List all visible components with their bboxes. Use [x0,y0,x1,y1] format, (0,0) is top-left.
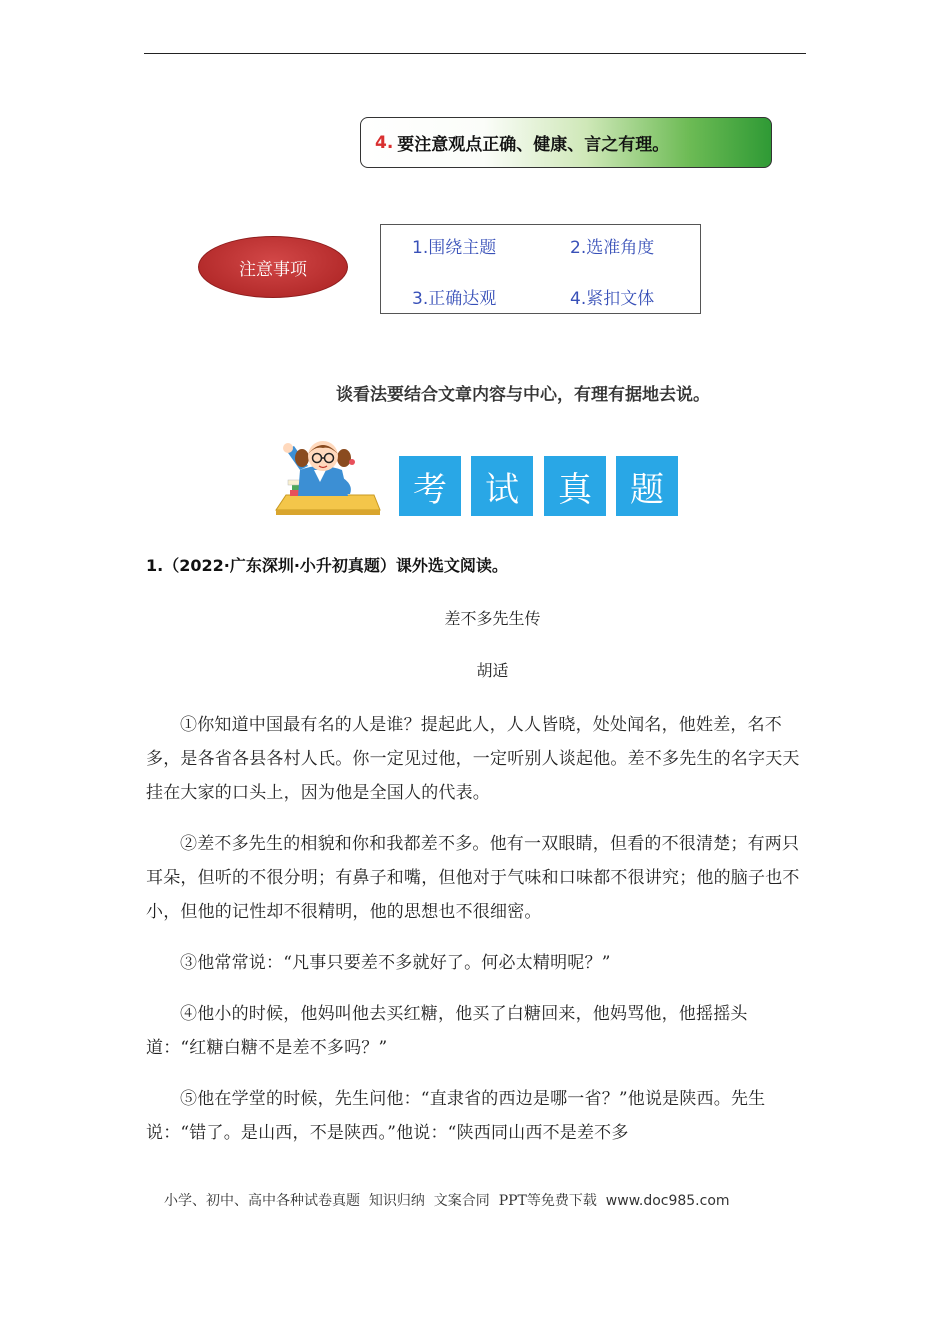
paragraph: ④他小的时候，他妈叫他去买红糖，他买了白糖回来，他妈骂他，他摇摇头道：“红糖白糖不是差不多吗？” [146,1004,748,1058]
notes-oval [198,236,348,298]
note-item: 4.紧扣文体 [570,289,655,309]
summary-text: 谈看法要结合文章内容与中心，有理有据地去说。 [336,385,710,405]
student-illustration [268,440,386,518]
note-item: 2.选准角度 [570,238,655,258]
exam-tile: 考 [399,456,461,516]
note-item: 3.正确达观 [412,289,497,309]
passage [146,708,806,1167]
exam-tile: 题 [616,456,678,516]
paragraph: ②差不多先生的相貌和你和我都差不多。他有一双眼睛，但看的不很清楚；有两只耳朵，但听的不很分明；有鼻子和嘴，但他对于气味和口味都不很讲究；他的脑子也不小，但他的记性却不很精明，他的思想也不很细密。 [146,834,800,922]
paragraph: ①你知道中国最有名的人是谁？提起此人，人人皆晓，处处闻名，他姓差，名不多，是各省各县各村人氏。你一定见过他，一定听别人谈起他。差不多先生的名字天天挂在大家的口头上，因为他是全国人的代表。 [146,715,800,803]
question-title: 1.（2022·广东深圳·小升初真题）课外选文阅读。 [146,556,508,575]
paragraph: ⑤他在学堂的时候，先生问他：“直隶省的西边是哪一省？”他说是陕西。先生说：“错了。是山西，不是陕西。”他说：“陕西同山西不是差不多 [146,1089,766,1143]
article-title: 差不多先生传 [444,609,541,628]
article-author: 胡适 [476,661,509,680]
note-item: 1.围绕主题 [412,238,497,258]
footer [164,1190,730,1210]
exam-tile: 真 [544,456,606,516]
tip-text: 要注意观点正确、健康、言之有理。 [397,135,670,155]
notes-box [380,224,701,314]
paragraph: ③他常常说：“凡事只要差不多就好了。何必太精明呢？” [180,953,611,973]
exam-tile: 试 [471,456,533,516]
footer-url[interactable]: www.doc985.com [605,1193,730,1209]
header-rule [144,53,806,54]
tip-banner [360,117,772,168]
footer-text: 小学、初中、高中各种试卷真题 知识归纳 文案合同 PPT等免费下载 [164,1193,597,1209]
notes-oval-label: 注意事项 [239,259,307,280]
tip-number: 4. [375,132,394,153]
